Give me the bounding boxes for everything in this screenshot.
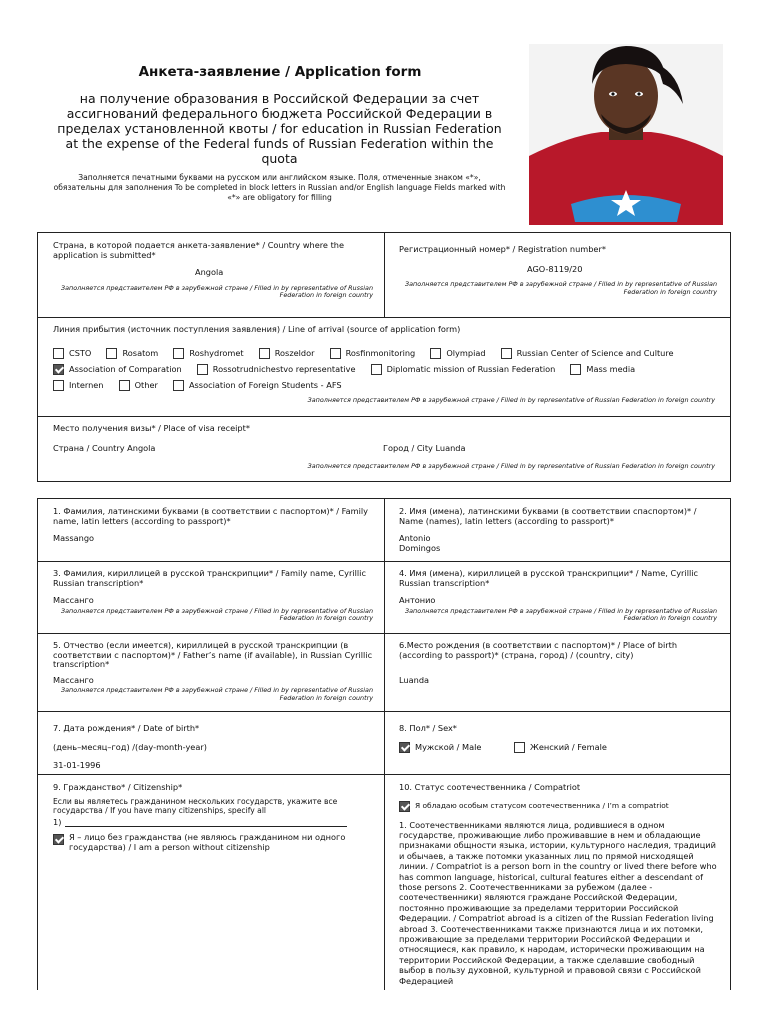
section-personal-info [37, 498, 731, 990]
place-of-birth-label: 6.Место рождения (в соответствии с паспортом)* / Place of birth (according to passport)* (страна, город) / (country, city) [399, 640, 678, 660]
checkbox[interactable] [173, 348, 184, 359]
arrival-option[interactable] [119, 380, 158, 391]
given-name-cyrillic-value: Антонио [399, 595, 436, 606]
arrival-option[interactable] [430, 348, 485, 359]
rep-note: Заполняется представителем РФ в зарубежной стране / Filled in by representative of Russian Federation in foreign country [307, 462, 715, 470]
arrival-option-label: Roshydromet [189, 348, 244, 358]
rep-note: Заполняется представителем РФ в зарубежной стране / Filled in by representative of Russian Federation in foreign country [61, 606, 373, 623]
date-of-birth-format: (день–месяц–год) /(day-month-year) [53, 741, 207, 752]
arrival-option-label: Olympiad [446, 348, 486, 358]
arrival-option[interactable] [173, 348, 243, 359]
stateless-label: Я – лицо без гражданства (не являюсь гражданином ни одного государства) / I am a person without citizenship [69, 832, 346, 852]
checkbox[interactable] [119, 380, 130, 391]
sex-label: 8. Пол* / Sex* [399, 723, 457, 733]
checkbox[interactable] [259, 348, 270, 359]
citizenship-input-line[interactable] [65, 819, 347, 827]
arrival-option-label: CSTO [69, 348, 92, 358]
arrival-option-label: Rosfinmonitoring [345, 348, 416, 358]
sex-option-male[interactable] [399, 742, 481, 753]
visa-city[interactable]: Город / City Luanda [383, 443, 466, 453]
rep-note: Заполняется представителем РФ в зарубежной стране / Filled in by representative of Russian Federation in foreign country [405, 606, 717, 623]
visa-country[interactable]: Страна / Country Angola [53, 443, 156, 453]
place-of-birth-field[interactable] [399, 641, 717, 686]
checkbox-checked[interactable] [53, 834, 64, 845]
family-name-cyrillic-label: 3. Фамилия, кириллицей в русской транскрипции* / Family name, Cyrillic Russian transcription* [53, 568, 366, 588]
arrival-option-label: Rossotrudnichestvo representative [212, 364, 356, 374]
place-of-birth-value: Luanda [399, 675, 430, 686]
given-name-latin-value-2: Domingos [399, 542, 441, 553]
family-name-latin-label: 1. Фамилия, латинскими буквами (в соответствии с паспортом)* / Family name, latin letters (according to passport)* [53, 506, 368, 526]
sex-field[interactable] [399, 724, 717, 753]
arrival-option-label: Internen [69, 380, 104, 390]
country-label: Страна, в которой подается анкета-заявление* / Country where the application is submitted* [53, 240, 345, 260]
date-of-birth-field[interactable] [53, 724, 373, 771]
given-name-cyrillic-field[interactable] [399, 569, 717, 623]
visa-label: Место получения визы* / Place of visa receipt* [53, 423, 250, 433]
compatriot-option-label: Я обладаю особым статусом соотечественника / I’m a compatriot [415, 801, 669, 811]
arrival-option-label: Association of Foreign Students - AFS [188, 380, 342, 390]
checkbox[interactable] [197, 364, 208, 375]
stateless-option[interactable] [53, 833, 371, 852]
date-of-birth-value: 31-01-1996 [53, 760, 101, 771]
checkbox[interactable] [330, 348, 341, 359]
arrival-option[interactable] [197, 364, 356, 375]
arrival-option-label: Roszeldor [274, 348, 315, 358]
citizenship-label: 9. Гражданство* / Citizenship* [53, 782, 183, 792]
given-name-latin-value-1: Antonio [399, 533, 431, 544]
form-title: Анкета-заявление / Application form [138, 64, 422, 80]
arrival-options-row-3 [53, 375, 352, 394]
country-field[interactable] [53, 241, 373, 300]
checkbox[interactable] [53, 380, 64, 391]
family-name-cyrillic-field[interactable] [53, 569, 373, 623]
checkbox[interactable] [53, 348, 64, 359]
arrival-option[interactable] [53, 364, 182, 375]
compatriot-field[interactable] [399, 783, 717, 986]
arrival-option-label: Mass media [586, 364, 636, 374]
fathers-name-field[interactable] [53, 641, 373, 703]
date-of-birth-label: 7. Дата рождения* / Date of birth* [53, 723, 200, 733]
arrival-option-label: Russian Center of Science and Culture [516, 348, 674, 358]
checkbox[interactable] [106, 348, 117, 359]
checkbox-checked[interactable] [399, 801, 410, 812]
arrival-option[interactable] [173, 380, 342, 391]
checkbox-checked[interactable] [53, 364, 64, 375]
rep-note: Заполняется представителем РФ в зарубежной стране / Filled in by representative of Russian Federation in foreign country [61, 686, 373, 702]
checkbox[interactable] [173, 380, 184, 391]
rep-note: Заполняется представителем РФ в зарубежной стране / Filled in by representative of Russian Federation in foreign country [405, 280, 717, 296]
arrival-option[interactable] [330, 348, 416, 359]
compatriot-option[interactable] [399, 801, 717, 812]
checkbox[interactable] [371, 364, 382, 375]
family-name-latin-field[interactable] [53, 507, 373, 544]
arrival-option[interactable] [501, 348, 674, 359]
sex-female-label: Женский / Female [530, 741, 607, 752]
arrival-option-label: Association of Comparation [69, 364, 182, 374]
arrival-option[interactable] [53, 380, 104, 391]
citizenship-field[interactable] [53, 783, 371, 852]
compatriot-definition: 1. Соотечественниками являются лица, родившиеся в одном государстве, проживающие либо проживавшие в нем и обладающие признаками общности языка, истории, культурного наследия, традиций и обычаев, а также потомки указанных лиц по прямой нисходящей линии. / Compatriot is a person born in the country or lived there before who has common language, historical, cultural features either a descendant of those persons 2. Соотечественниками за рубежом (далее - соотечественники) являются граждане Российской Федерации, постоянно проживающие за пределами территории Российской Федерации. / Compatriot abroad is a citizen of the Russian Federation living abroad 3. Соотечественниками также признаются лица и их потомки, проживающие за пределами территории Российской Федерации и относящиеся, как правило, к народам, исторически проживающим на территории Российской Федерации, а также сделавшие свободный выбор в пользу духовной, культурной и правовой связи с Российской Федерацией [399, 819, 717, 986]
arrival-option[interactable] [371, 364, 556, 375]
given-name-latin-label: 2. Имя (имена), латинскими буквами (в соответствии спаспортом)* / Name (names), latin letters (according to passport)* [399, 506, 697, 526]
checkbox[interactable] [501, 348, 512, 359]
fathers-name-label: 5. Отчество (если имеется), кириллицей в русской транскрипции (в соответствии с паспортом)* / Father’s name (if available), in Russian Cyrillic transcription* [53, 640, 373, 670]
fill-instructions: Заполняется печатными буквами на русском или английском языке. Поля, отмеченные знаком «*», обязательны для заполнения To be completed in block letters in Russian and/or English language Fields marked with «*» are obligatory for filling [53, 173, 506, 202]
given-name-cyrillic-label: 4. Имя (имена), кириллицей в русской транскрипции* / Name, Cyrillic Russian transcription* [399, 568, 699, 588]
fathers-name-value: Массанго [53, 674, 94, 685]
arrival-option-label: Other [134, 380, 158, 390]
registration-label: Регистрационный номер* / Registration number* [399, 244, 606, 254]
citizenship-line[interactable] [53, 818, 371, 828]
arrival-option[interactable] [570, 364, 635, 375]
arrival-option[interactable] [106, 348, 158, 359]
arrival-option-label: Rosatom [122, 348, 159, 358]
registration-value: AGO-8119/20 [527, 263, 583, 274]
section-submission-info [37, 232, 731, 482]
citizenship-line-number: 1) [53, 816, 62, 827]
checkbox-checked[interactable] [399, 742, 410, 753]
checkbox[interactable] [514, 742, 525, 753]
citizenship-hint: Если вы являетесь гражданином нескольких государств, укажите все государства / If you have many citizenships, specify all [53, 796, 338, 815]
arrival-option-label: Diplomatic mission of Russian Federation [386, 364, 556, 374]
arrival-label: Линия прибытия (источник поступления заявления) / Line of arrival (source of application form) [53, 324, 461, 334]
arrival-option[interactable] [259, 348, 315, 359]
checkbox[interactable] [570, 364, 581, 375]
checkbox[interactable] [430, 348, 441, 359]
rep-note: Заполняется представителем РФ в зарубежной стране / Filled in by representative of Russian Federation in foreign country [307, 396, 715, 404]
registration-field[interactable] [399, 245, 717, 296]
sex-option-female[interactable] [514, 742, 607, 753]
arrival-option[interactable] [53, 348, 91, 359]
rep-note: Заполняется представителем РФ в зарубежной стране / Filled in by representative of Russian Federation in foreign country [61, 283, 373, 300]
sex-male-label: Мужской / Male [415, 741, 482, 752]
family-name-latin-value: Massango [53, 533, 95, 544]
country-value: Angola [195, 267, 224, 278]
applicant-photo [529, 44, 723, 225]
family-name-cyrillic-value: Массанго [53, 595, 94, 606]
given-name-latin-field[interactable] [399, 507, 719, 553]
compatriot-label: 10. Статус соотечественника / Compatriot [399, 782, 581, 792]
form-subtitle: на получение образования в Российской Федерации за счет ассигнований федерального бюджета Российской Федерации в пределах установленной квоты / for education in Russian Federation at the expense of the Federal funds of Russian Federation within the quota [57, 91, 502, 166]
